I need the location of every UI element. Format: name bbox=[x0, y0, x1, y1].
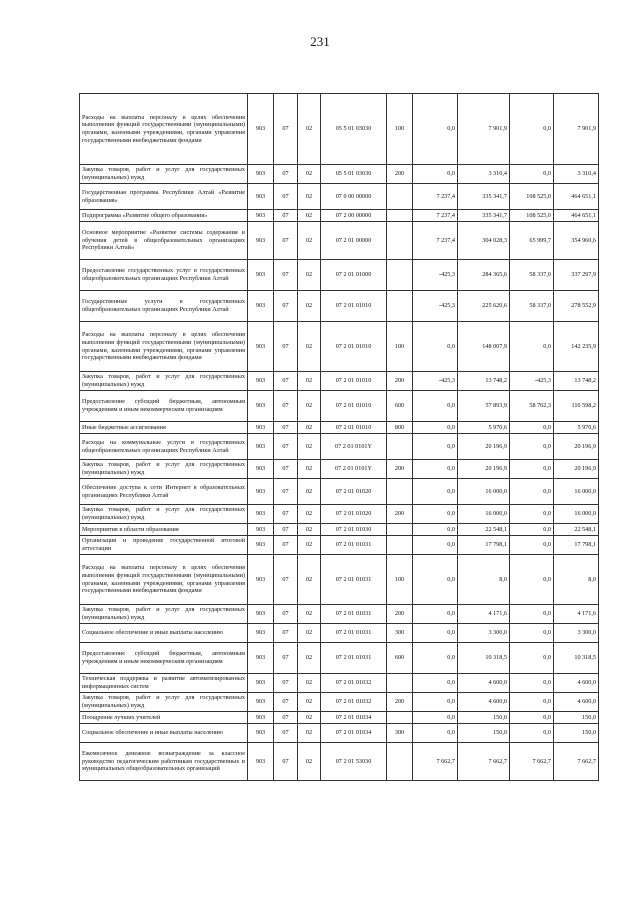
amount-2: 3 310,4 bbox=[458, 165, 510, 184]
amount-1: 0,0 bbox=[413, 624, 458, 643]
expense-type-code bbox=[387, 524, 413, 536]
amount-1: 0,0 bbox=[413, 693, 458, 712]
amount-3: 65 999,7 bbox=[510, 222, 554, 260]
article-code: 07 2 01 0101Y bbox=[321, 460, 387, 479]
amount-2: 10 318,5 bbox=[458, 643, 510, 674]
amount-2: 335 341,7 bbox=[458, 210, 510, 222]
expense-type-code: 100 bbox=[387, 322, 413, 372]
amount-1: 0,0 bbox=[413, 555, 458, 605]
section-code: 07 bbox=[274, 460, 298, 479]
section-code: 07 bbox=[274, 555, 298, 605]
amount-2: 335 341,7 bbox=[458, 184, 510, 210]
article-code: 07 0 00 00000 bbox=[321, 184, 387, 210]
amount-3: 0,0 bbox=[510, 555, 554, 605]
row-name: Закупка товаров, работ и услуг для государственных (муниципальных) нужд bbox=[80, 605, 248, 624]
amount-3: 0,0 bbox=[510, 536, 554, 555]
expense-type-code: 100 bbox=[387, 94, 413, 165]
article-code: 07 2 01 01010 bbox=[321, 291, 387, 322]
article-code: 07 2 00 00000 bbox=[321, 210, 387, 222]
amount-4: 20 196,9 bbox=[554, 434, 599, 460]
row-name: Основное мероприятие «Развитие системы содержания и обучения детей в общеобразовательных организациях Республики Алтай» bbox=[80, 222, 248, 260]
table-row bbox=[80, 184, 599, 210]
subsection-code: 02 bbox=[298, 712, 321, 724]
table-row bbox=[80, 94, 599, 165]
amount-2: 148 007,9 bbox=[458, 322, 510, 372]
subsection-code: 02 bbox=[298, 555, 321, 605]
row-name: Предоставление субсидий бюджетным, автономным учреждениям и иным некоммерческим организациям bbox=[80, 391, 248, 422]
amount-4: 4 171,6 bbox=[554, 605, 599, 624]
row-name: Организация и проведение государственной итоговой аттестации bbox=[80, 536, 248, 555]
ministry-code: 903 bbox=[248, 391, 274, 422]
amount-1: 0,0 bbox=[413, 605, 458, 624]
amount-4: 20 196,9 bbox=[554, 460, 599, 479]
table-row bbox=[80, 724, 599, 743]
section-code: 07 bbox=[274, 605, 298, 624]
row-name: Государственная программа Республики Алтай «Развитие образования» bbox=[80, 184, 248, 210]
amount-4: 4 600,0 bbox=[554, 674, 599, 693]
expense-type-code bbox=[387, 291, 413, 322]
table-row bbox=[80, 605, 599, 624]
section-code: 07 bbox=[274, 524, 298, 536]
subsection-code: 02 bbox=[298, 524, 321, 536]
amount-1: 0,0 bbox=[413, 724, 458, 743]
article-code: 07 2 01 01030 bbox=[321, 524, 387, 536]
expense-type-code: 600 bbox=[387, 643, 413, 674]
section-code: 07 bbox=[274, 479, 298, 505]
subsection-code: 02 bbox=[298, 422, 321, 434]
table-row bbox=[80, 391, 599, 422]
expense-type-code: 600 bbox=[387, 391, 413, 422]
table-row bbox=[80, 479, 599, 505]
amount-2: 4 600,0 bbox=[458, 674, 510, 693]
ministry-code: 903 bbox=[248, 94, 274, 165]
section-code: 07 bbox=[274, 712, 298, 724]
table-row bbox=[80, 222, 599, 260]
amount-2: 150,0 bbox=[458, 712, 510, 724]
amount-2: 304 028,3 bbox=[458, 222, 510, 260]
row-name: Иные бюджетные ассигнования bbox=[80, 422, 248, 434]
table-row bbox=[80, 210, 599, 222]
amount-3: 58 337,0 bbox=[510, 291, 554, 322]
row-name: Мероприятия в области образования bbox=[80, 524, 248, 536]
amount-4: 150,0 bbox=[554, 724, 599, 743]
row-name: Закупка товаров, работ и услуг для государственных (муниципальных) нужд bbox=[80, 372, 248, 391]
subsection-code: 02 bbox=[298, 94, 321, 165]
amount-4: 354 960,6 bbox=[554, 222, 599, 260]
section-code: 07 bbox=[274, 165, 298, 184]
section-code: 07 bbox=[274, 536, 298, 555]
amount-2: 7 901,9 bbox=[458, 94, 510, 165]
article-code: 07 2 01 53030 bbox=[321, 743, 387, 781]
expense-type-code: 300 bbox=[387, 724, 413, 743]
section-code: 07 bbox=[274, 505, 298, 524]
amount-3: 7 662,7 bbox=[510, 743, 554, 781]
expense-type-code: 200 bbox=[387, 505, 413, 524]
expense-type-code: 300 bbox=[387, 624, 413, 643]
amount-4: 7 662,7 bbox=[554, 743, 599, 781]
ministry-code: 903 bbox=[248, 555, 274, 605]
amount-2: 16 000,0 bbox=[458, 505, 510, 524]
row-name: Расходы на выплаты персоналу в целях обеспечения выполнения функций государственными (муниципальными) органами, казенными учреждениями, органами управления государственными внебюджетными фондами bbox=[80, 94, 248, 165]
amount-1: 0,0 bbox=[413, 536, 458, 555]
amount-2: 20 196,9 bbox=[458, 434, 510, 460]
amount-3: 58 337,0 bbox=[510, 260, 554, 291]
expense-type-code bbox=[387, 184, 413, 210]
table-row bbox=[80, 434, 599, 460]
amount-3: 0,0 bbox=[510, 605, 554, 624]
table-row bbox=[80, 743, 599, 781]
article-code: 07 2 01 01010 bbox=[321, 322, 387, 372]
subsection-code: 02 bbox=[298, 643, 321, 674]
amount-1: 7 237,4 bbox=[413, 184, 458, 210]
article-code: 07 2 01 01034 bbox=[321, 712, 387, 724]
table-row bbox=[80, 291, 599, 322]
section-code: 07 bbox=[274, 291, 298, 322]
amount-3: 0,0 bbox=[510, 422, 554, 434]
section-code: 07 bbox=[274, 724, 298, 743]
subsection-code: 02 bbox=[298, 372, 321, 391]
article-code: 07 2 01 01031 bbox=[321, 555, 387, 605]
amount-2: 3 300,0 bbox=[458, 624, 510, 643]
amount-4: 464 651,1 bbox=[554, 184, 599, 210]
subsection-code: 02 bbox=[298, 210, 321, 222]
amount-2: 4 171,6 bbox=[458, 605, 510, 624]
amount-1: 0,0 bbox=[413, 422, 458, 434]
row-name: Обеспечение доступа к сети Интернет в образовательных организациях Республики Алтай bbox=[80, 479, 248, 505]
section-code: 07 bbox=[274, 434, 298, 460]
ministry-code: 903 bbox=[248, 460, 274, 479]
amount-4: 17 798,1 bbox=[554, 536, 599, 555]
article-code: 07 2 01 01034 bbox=[321, 724, 387, 743]
ministry-code: 903 bbox=[248, 674, 274, 693]
article-code: 07 2 01 01020 bbox=[321, 479, 387, 505]
amount-2: 22 548,1 bbox=[458, 524, 510, 536]
table-row bbox=[80, 712, 599, 724]
amount-4: 4 600,0 bbox=[554, 693, 599, 712]
amount-4: 3 310,4 bbox=[554, 165, 599, 184]
amount-3: 0,0 bbox=[510, 724, 554, 743]
article-code: 07 2 01 01010 bbox=[321, 372, 387, 391]
amount-4: 7 901,9 bbox=[554, 94, 599, 165]
amount-4: 13 748,2 bbox=[554, 372, 599, 391]
table-row bbox=[80, 460, 599, 479]
section-code: 07 bbox=[274, 624, 298, 643]
subsection-code: 02 bbox=[298, 743, 321, 781]
article-code: 07 2 01 01000 bbox=[321, 260, 387, 291]
amount-1: 7 662,7 bbox=[413, 743, 458, 781]
amount-3: 108 525,0 bbox=[510, 210, 554, 222]
row-name: Социальное обеспечение и иные выплаты населению bbox=[80, 724, 248, 743]
table-row bbox=[80, 372, 599, 391]
amount-3: 0,0 bbox=[510, 674, 554, 693]
amount-3: 0,0 bbox=[510, 94, 554, 165]
ministry-code: 903 bbox=[248, 536, 274, 555]
expense-type-code bbox=[387, 210, 413, 222]
table-row bbox=[80, 260, 599, 291]
row-name: Предоставление субсидий бюджетным, автономным учреждениям и иным некоммерческим организациям bbox=[80, 643, 248, 674]
ministry-code: 903 bbox=[248, 605, 274, 624]
subsection-code: 02 bbox=[298, 222, 321, 260]
ministry-code: 903 bbox=[248, 743, 274, 781]
table-row bbox=[80, 165, 599, 184]
ministry-code: 903 bbox=[248, 479, 274, 505]
section-code: 07 bbox=[274, 643, 298, 674]
section-code: 07 bbox=[274, 693, 298, 712]
amount-1: 0,0 bbox=[413, 460, 458, 479]
table-row bbox=[80, 422, 599, 434]
amount-3: 0,0 bbox=[510, 693, 554, 712]
table-row bbox=[80, 693, 599, 712]
amount-2: 20 196,9 bbox=[458, 460, 510, 479]
article-code: 07 2 01 01031 bbox=[321, 536, 387, 555]
article-code: 07 2 01 01031 bbox=[321, 624, 387, 643]
table-row bbox=[80, 505, 599, 524]
expense-type-code bbox=[387, 479, 413, 505]
ministry-code: 903 bbox=[248, 260, 274, 291]
table-row bbox=[80, 674, 599, 693]
amount-2: 5 970,6 bbox=[458, 422, 510, 434]
ministry-code: 903 bbox=[248, 422, 274, 434]
amount-1: -425,3 bbox=[413, 372, 458, 391]
amount-4: 5 970,6 bbox=[554, 422, 599, 434]
expense-type-code: 200 bbox=[387, 605, 413, 624]
row-name: Предоставление государственных услуг в государственных общеобразовательных организациях Республики Алтай bbox=[80, 260, 248, 291]
amount-3: 0,0 bbox=[510, 322, 554, 372]
expense-type-code bbox=[387, 674, 413, 693]
subsection-code: 02 bbox=[298, 624, 321, 643]
table-row bbox=[80, 643, 599, 674]
subsection-code: 02 bbox=[298, 322, 321, 372]
amount-3: 0,0 bbox=[510, 624, 554, 643]
amount-1: 7 237,4 bbox=[413, 210, 458, 222]
row-name: Социальное обеспечение и иные выплаты населению bbox=[80, 624, 248, 643]
amount-1: 0,0 bbox=[413, 479, 458, 505]
expense-type-code: 200 bbox=[387, 165, 413, 184]
ministry-code: 903 bbox=[248, 712, 274, 724]
amount-1: 0,0 bbox=[413, 674, 458, 693]
table-row bbox=[80, 524, 599, 536]
row-name: Закупка товаров, работ и услуг для государственных (муниципальных) нужд bbox=[80, 693, 248, 712]
expense-type-code: 200 bbox=[387, 372, 413, 391]
expense-type-code: 200 bbox=[387, 693, 413, 712]
ministry-code: 903 bbox=[248, 624, 274, 643]
amount-4: 10 318,5 bbox=[554, 643, 599, 674]
expense-type-code bbox=[387, 260, 413, 291]
subsection-code: 02 bbox=[298, 479, 321, 505]
amount-4: 464 651,1 bbox=[554, 210, 599, 222]
amount-3: 0,0 bbox=[510, 460, 554, 479]
amount-4: 3 300,0 bbox=[554, 624, 599, 643]
subsection-code: 02 bbox=[298, 693, 321, 712]
section-code: 07 bbox=[274, 322, 298, 372]
section-code: 07 bbox=[274, 674, 298, 693]
budget-table bbox=[79, 93, 599, 781]
subsection-code: 02 bbox=[298, 505, 321, 524]
ministry-code: 903 bbox=[248, 372, 274, 391]
row-name: Расходы на коммунальные услуги в государственных общеобразовательных организациях Республики Алтай bbox=[80, 434, 248, 460]
ministry-code: 903 bbox=[248, 643, 274, 674]
amount-4: 142 235,9 bbox=[554, 322, 599, 372]
expense-type-code: 800 bbox=[387, 422, 413, 434]
expense-type-code bbox=[387, 743, 413, 781]
amount-1: -425,3 bbox=[413, 291, 458, 322]
amount-3: 58 762,3 bbox=[510, 391, 554, 422]
article-code: 07 2 01 01020 bbox=[321, 505, 387, 524]
article-code: 05 5 01 03030 bbox=[321, 165, 387, 184]
subsection-code: 02 bbox=[298, 260, 321, 291]
ministry-code: 903 bbox=[248, 184, 274, 210]
amount-4: 116 598,2 bbox=[554, 391, 599, 422]
amount-1: 0,0 bbox=[413, 712, 458, 724]
amount-3: 108 525,0 bbox=[510, 184, 554, 210]
amount-4: 8,0 bbox=[554, 555, 599, 605]
article-code: 07 2 01 01031 bbox=[321, 643, 387, 674]
expense-type-code: 100 bbox=[387, 555, 413, 605]
table-row bbox=[80, 624, 599, 643]
row-name: Закупка товаров, работ и услуг для государственных (муниципальных) нужд bbox=[80, 165, 248, 184]
expense-type-code: 200 bbox=[387, 460, 413, 479]
amount-2: 57 893,9 bbox=[458, 391, 510, 422]
amount-4: 150,0 bbox=[554, 712, 599, 724]
amount-4: 16 000,0 bbox=[554, 479, 599, 505]
amount-2: 225 620,6 bbox=[458, 291, 510, 322]
expense-type-code bbox=[387, 712, 413, 724]
article-code: 07 2 01 00000 bbox=[321, 222, 387, 260]
amount-3: 0,0 bbox=[510, 165, 554, 184]
row-name: Расходы на выплаты персоналу в целях обеспечения выполнения функций государственными (муниципальными) органами, казенными учреждениями, органами управления государственными внебюджетными фондами bbox=[80, 322, 248, 372]
amount-1: 0,0 bbox=[413, 643, 458, 674]
amount-3: 0,0 bbox=[510, 524, 554, 536]
amount-4: 337 297,9 bbox=[554, 260, 599, 291]
amount-3: 0,0 bbox=[510, 505, 554, 524]
amount-4: 278 552,9 bbox=[554, 291, 599, 322]
ministry-code: 903 bbox=[248, 322, 274, 372]
subsection-code: 02 bbox=[298, 291, 321, 322]
row-name: Расходы на выплаты персоналу в целях обеспечения выполнения функций государственными (муниципальными) органами, казенными учреждениями, органами управления государственными внебюджетными фондами bbox=[80, 555, 248, 605]
article-code: 07 2 01 0101Y bbox=[321, 434, 387, 460]
ministry-code: 903 bbox=[248, 291, 274, 322]
section-code: 07 bbox=[274, 260, 298, 291]
table-row bbox=[80, 536, 599, 555]
row-name: Ежемесячное денежное вознаграждение за классное руководство педагогическим работникам государственных и муниципальных общеобразовательных организаций bbox=[80, 743, 248, 781]
amount-1: 7 237,4 bbox=[413, 222, 458, 260]
article-code: 05 5 01 03030 bbox=[321, 94, 387, 165]
amount-2: 284 365,6 bbox=[458, 260, 510, 291]
amount-1: 0,0 bbox=[413, 165, 458, 184]
subsection-code: 02 bbox=[298, 674, 321, 693]
amount-3: 0,0 bbox=[510, 643, 554, 674]
subsection-code: 02 bbox=[298, 434, 321, 460]
subsection-code: 02 bbox=[298, 391, 321, 422]
ministry-code: 903 bbox=[248, 222, 274, 260]
amount-3: 0,0 bbox=[510, 434, 554, 460]
subsection-code: 02 bbox=[298, 184, 321, 210]
section-code: 07 bbox=[274, 222, 298, 260]
amount-1: 0,0 bbox=[413, 391, 458, 422]
amount-3: -425,3 bbox=[510, 372, 554, 391]
expense-type-code bbox=[387, 222, 413, 260]
ministry-code: 903 bbox=[248, 524, 274, 536]
subsection-code: 02 bbox=[298, 724, 321, 743]
subsection-code: 02 bbox=[298, 605, 321, 624]
amount-3: 0,0 bbox=[510, 479, 554, 505]
row-name: Поощрение лучших учителей bbox=[80, 712, 248, 724]
article-code: 07 2 01 01010 bbox=[321, 391, 387, 422]
subsection-code: 02 bbox=[298, 536, 321, 555]
section-code: 07 bbox=[274, 210, 298, 222]
amount-1: 0,0 bbox=[413, 524, 458, 536]
ministry-code: 903 bbox=[248, 165, 274, 184]
amount-2: 17 798,1 bbox=[458, 536, 510, 555]
amount-2: 8,0 bbox=[458, 555, 510, 605]
subsection-code: 02 bbox=[298, 460, 321, 479]
amount-4: 16 000,0 bbox=[554, 505, 599, 524]
row-name: Техническая поддержка и развитие автоматизированных информационных систем bbox=[80, 674, 248, 693]
section-code: 07 bbox=[274, 743, 298, 781]
subsection-code: 02 bbox=[298, 165, 321, 184]
page-number: 231 bbox=[310, 34, 330, 49]
row-name: Подпрограмма «Развитие общего образования» bbox=[80, 210, 248, 222]
section-code: 07 bbox=[274, 422, 298, 434]
amount-2: 7 662,7 bbox=[458, 743, 510, 781]
amount-1: 0,0 bbox=[413, 434, 458, 460]
expense-type-code bbox=[387, 434, 413, 460]
ministry-code: 903 bbox=[248, 434, 274, 460]
section-code: 07 bbox=[274, 94, 298, 165]
article-code: 07 2 01 01010 bbox=[321, 422, 387, 434]
amount-1: 0,0 bbox=[413, 505, 458, 524]
amount-3: 0,0 bbox=[510, 712, 554, 724]
section-code: 07 bbox=[274, 372, 298, 391]
article-code: 07 2 01 01032 bbox=[321, 693, 387, 712]
article-code: 07 2 01 01032 bbox=[321, 674, 387, 693]
table-row bbox=[80, 555, 599, 605]
row-name: Закупка товаров, работ и услуг для государственных (муниципальных) нужд bbox=[80, 505, 248, 524]
amount-2: 150,0 bbox=[458, 724, 510, 743]
amount-2: 13 748,2 bbox=[458, 372, 510, 391]
amount-1: 0,0 bbox=[413, 322, 458, 372]
ministry-code: 903 bbox=[248, 724, 274, 743]
amount-1: -425,3 bbox=[413, 260, 458, 291]
article-code: 07 2 01 01031 bbox=[321, 605, 387, 624]
table-row bbox=[80, 322, 599, 372]
amount-1: 0,0 bbox=[413, 94, 458, 165]
expense-type-code bbox=[387, 536, 413, 555]
ministry-code: 903 bbox=[248, 505, 274, 524]
ministry-code: 903 bbox=[248, 693, 274, 712]
section-code: 07 bbox=[274, 391, 298, 422]
row-name: Закупка товаров, работ и услуг для государственных (муниципальных) нужд bbox=[80, 460, 248, 479]
ministry-code: 903 bbox=[248, 210, 274, 222]
section-code: 07 bbox=[274, 184, 298, 210]
amount-2: 4 600,0 bbox=[458, 693, 510, 712]
row-name: Государственные услуги в государственных общеобразовательных организациях Республики Алтай bbox=[80, 291, 248, 322]
amount-4: 22 548,1 bbox=[554, 524, 599, 536]
amount-2: 16 000,0 bbox=[458, 479, 510, 505]
